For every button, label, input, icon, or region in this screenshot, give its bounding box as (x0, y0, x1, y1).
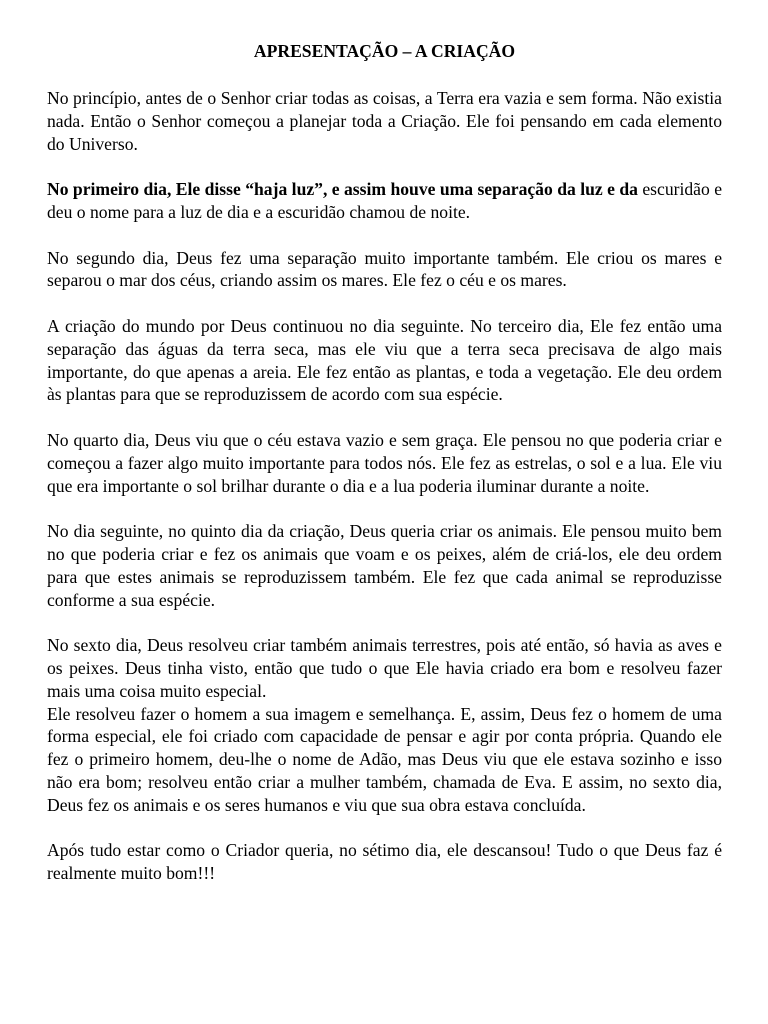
paragraph-day-six: No sexto dia, Deus resolveu criar também animais terrestres, pois até então, só havia as aves e os peixes. Deus tinha visto, então que tudo o que Ele havia criado era bom e resolveu fazer mais uma coisa muito especial. (47, 635, 722, 701)
paragraph-day-four: No quarto dia, Deus viu que o céu estava vazio e sem graça. Ele pensou no que poderia criar e começou a fazer algo muito importante para todos nós. Ele fez as estrelas, o sol e a lua. Ele viu que era importante o sol brilhar durante o dia e a lua poderia iluminar durante a noite. (47, 429, 722, 496)
document-title: APRESENTAÇÃO – A CRIAÇÃO (253, 41, 516, 61)
paragraph-day-seven: Após tudo estar como o Criador queria, no sétimo dia, ele descansou! Tudo o que Deus faz é realmente muito bom!!! (47, 840, 722, 884)
paragraph-day-five: No dia seguinte, no quinto dia da criação, Deus queria criar os animais. Ele pensou muito bem no que poderia criar e fez os animais que voam e os peixes, além de criá-los, ele deu ordem para que estes animais se reproduzissem também. Ele fez que cada animal se reproduzisse conforme a sua espécie. (47, 521, 722, 610)
paragraph-day-one-rest: escuridão e deu o nome para a luz de dia e a escuridão chamou de noite. (47, 179, 723, 222)
paragraph-day-two: No segundo dia, Deus fez uma separação muito importante também. Ele criou os mares e separou o mar dos céus, criando assim os mares. Ele fez o céu e os mares. (47, 247, 722, 291)
document-page (47, 40, 722, 908)
paragraph-man-creation: Ele resolveu fazer o homem a sua imagem e semelhança. E, assim, Deus fez o homem de uma forma especial, ele foi criado com capacidade de pensar e agir por conta própria. Quando ele fez o primeiro homem, deu-lhe o nome de Adão, mas Deus viu que ele estava sozinho e isso não era bom; resolveu então criar a mulher também, chamada de Eva. E assim, no sexto dia, Deus fez os animais e os seres humanos e viu que sua obra estava concluída. (47, 703, 722, 815)
paragraph-day-three: A criação do mundo por Deus continuou no dia seguinte. No terceiro dia, Ele fez então uma separação das águas da terra seca, mas ele viu que a terra seca precisava de algo mais importante, do que apenas a areia. Ele fez então as plantas, e toda a vegetação. Ele deu ordem às plantas para que se reproduzissem de acordo com sua espécie. (47, 315, 722, 405)
paragraph-day-one (47, 178, 722, 224)
paragraph-intro: No princípio, antes de o Senhor criar todas as coisas, a Terra era vazia e sem forma. Não existia nada. Então o Senhor começou a planejar toda a Criação. Ele foi pensando em cada elemento do Universo. (47, 88, 722, 154)
paragraph-day-one-bold: No primeiro dia, Ele disse “haja luz”, e assim houve uma separação da luz e da (47, 179, 638, 200)
